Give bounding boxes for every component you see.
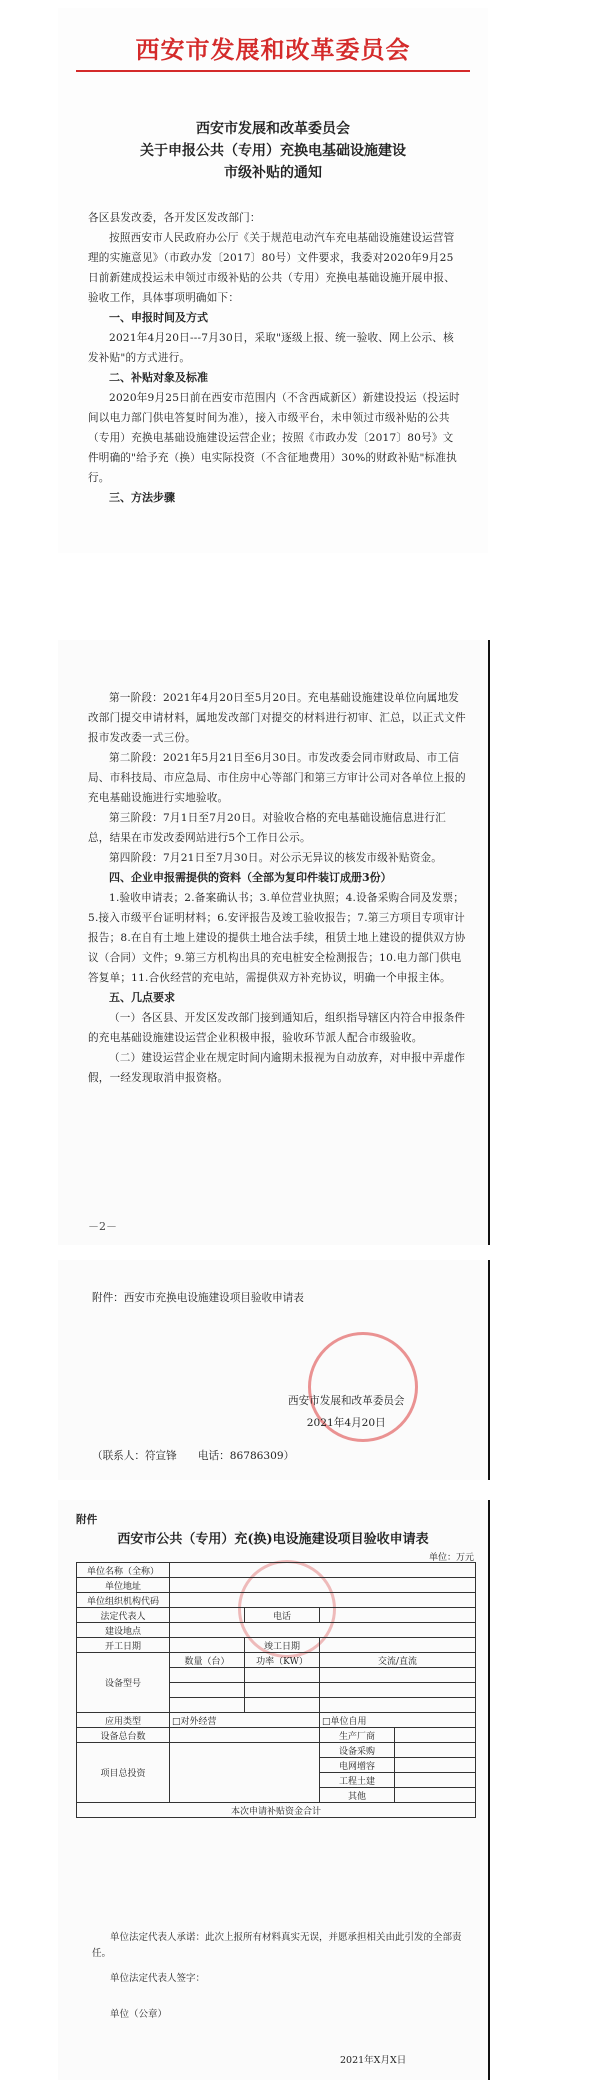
label-cell: 电网增容 [320,1758,395,1773]
value-cell[interactable] [395,1788,476,1803]
value-cell[interactable] [320,1638,476,1653]
section-heading: 五、几点要求 [109,991,175,1004]
value-cell[interactable] [395,1728,476,1743]
option-self[interactable]: □单位自用 [320,1713,476,1728]
value-cell[interactable] [170,1743,320,1803]
value-cell[interactable] [170,1563,476,1578]
value-cell[interactable] [170,1638,245,1653]
label-cell: 单位名称（全称） [77,1563,170,1578]
value-cell[interactable] [170,1728,320,1743]
value-cell[interactable] [170,1623,476,1638]
title-line: 市级补贴的通知 [224,165,322,181]
table-row [77,1608,476,1623]
form-date: 2021年X月X日 [340,2055,407,2066]
title-line: 关于申报公共（专用）充换电基础设施建设 [140,143,406,159]
paragraph: 2021年4月20日---7月30日，采取"逐级上报、统一验收、网上公示、核发补贴"的方式进行。 [88,332,454,364]
signature-block [288,1390,405,1434]
value-cell[interactable] [320,1698,476,1713]
value-cell[interactable] [395,1773,476,1788]
label-cell: 设备总台数 [77,1728,170,1743]
notice-body [88,208,463,508]
label-cell: 数量（台） [170,1653,245,1668]
document-page-2 [58,640,490,1245]
table-row [77,1623,476,1638]
stamp-line: 单位（公章） [110,2009,168,2020]
addressee: 各区县发改委，各开发区发改部门： [88,212,261,224]
requirement-paragraph: （二）建设运营企业在规定时间内逾期未报视为自动放弃，对申报中弄虚作假，一经发现取消申报资格。 [88,1052,466,1084]
value-cell[interactable] [245,1698,320,1713]
value-cell[interactable] [170,1683,245,1698]
table-row [77,1728,476,1743]
stage-paragraph: 第一阶段：2021年4月20日至5月20日。充电基础设施建设单位向属地发改部门提交申请材料，属地发改部门对提交的材料进行初审、汇总，以正式文件报市发改委一式三份。 [88,692,466,744]
rep-signature-line: 单位法定代表人签字： [110,1973,206,1984]
label-cell: 交流/直流 [320,1653,476,1668]
table-row [77,1653,476,1668]
attachment-line: 附件：西安市充换电设施建设项目验收申请表 [92,1292,304,1304]
application-form-table [76,1562,476,1818]
value-cell[interactable] [245,1683,320,1698]
label-cell: 功率（KW） [245,1653,320,1668]
table-row [77,1713,476,1728]
value-cell[interactable] [320,1608,476,1623]
title-line: 西安市发展和改革委员会 [196,121,350,137]
value-cell[interactable] [320,1668,476,1683]
form-title: 西安市公共（专用）充(换)电设施建设项目验收申请表 [117,1532,429,1547]
label-cell: 竣工日期 [245,1638,320,1653]
label-cell: 其他 [320,1788,395,1803]
agency-red-header: 西安市发展和改革委员会 [135,35,411,64]
label-cell: 单位组织机构代码 [77,1593,170,1608]
notice-title [58,118,488,184]
requirement-paragraph: （一）各区县、开发区发改部门接到通知后，组织指导辖区内符合申报条件的充电基础设施建设运营企业积极申报，验收环节派人配合市级验收。 [88,1012,466,1044]
value-cell[interactable] [395,1758,476,1773]
document-page-4 [58,1500,490,2080]
table-row [77,1563,476,1578]
table-row [77,1743,476,1758]
materials-paragraph: 1.验收申请表；2.备案确认书；3.单位营业执照；4.设备采购合同及发票；5.接入市级平台证明材料；6.安评报告及竣工验收报告；7.第三方项目专项审计报告；8.在自有土地上建设的提供土地合法手续，租赁土地上建设的提供双方协议（合同）文件；9.第三方机构出具的充电桩安全检测报告；10.电力部门供电答复单；11.合伙经营的充电站，需提供双方补充协议，明确一个申报主体。 [88,892,466,984]
label-cell: 工程土建 [320,1773,395,1788]
label-cell: 单位地址 [77,1578,170,1593]
value-cell[interactable] [245,1668,320,1683]
paragraph: 2020年9月25日前在西安市范围内（不含西咸新区）新建设投运（投运时间以电力部门供电答复时间为准），接入市级平台，未申领过市级补贴的公共（专用）充换电基础设施建设运营企业；按照《市政办发〔2017〕80号》文件明确的"给予充（换）电实际投资（不含征地费用）30%的财政补贴"标准执行。 [88,392,460,484]
label-cell: 项目总投资 [77,1743,170,1803]
section-heading: 二、补贴对象及标准 [109,371,208,384]
attachment-label: 附件 [76,1514,98,1526]
value-cell[interactable] [395,1743,476,1758]
signer-name: 西安市发展和改革委员会 [288,1395,405,1407]
intro-paragraph: 按照西安市人民政府办公厅《关于规范电动汽车充电基础设施建设运营管理的实施意见》（市政办发〔2017〕80号）文件要求，我委对2020年9月25日前新建成投运未申领过市级补贴的公共（专用）充换电基础设施开展申报、验收工作，具体事项明确如下： [88,232,455,304]
label-cell: 电话 [245,1608,320,1623]
section-heading: 三、方法步骤 [109,491,175,504]
label-cell: 应用类型 [77,1713,170,1728]
stage-paragraph: 第四阶段：7月21日至7月30日。对公示无异议的核发市级补贴资金。 [109,852,443,864]
unit-note: 单位：万元 [428,1553,474,1563]
value-cell[interactable] [170,1668,245,1683]
value-cell[interactable] [320,1683,476,1698]
stage-paragraph: 第二阶段：2021年5月21日至6月30日。市发改委会同市财政局、市工信局、市科技局、市应急局、市住房中心等部门和第三方审计公司对各单位上报的充电基础设施进行实地验收。 [88,752,466,804]
table-row [77,1638,476,1653]
option-public[interactable]: □对外经营 [170,1713,320,1728]
page2-body [88,688,466,1088]
page-number: －2－ [88,1220,117,1233]
value-cell[interactable] [170,1608,245,1623]
section-heading: 一、申报时间及方式 [109,311,208,324]
document-page-1 [58,8,488,553]
table-row [77,1593,476,1608]
stage-paragraph: 第三阶段：7月1日至7月20日。对验收合格的充电基础设施信息进行汇总，结果在市发改委网站进行5个工作日公示。 [88,812,446,844]
label-cell: 开工日期 [77,1638,170,1653]
label-cell: 设备型号 [77,1653,170,1713]
label-cell: 生产厂商 [320,1728,395,1743]
section-heading: 四、企业申报需提供的资料（全部为复印件装订成册3份） [109,871,392,884]
value-cell[interactable] [170,1593,476,1608]
document-page-3 [58,1260,490,1480]
label-cell: 设备采购 [320,1743,395,1758]
commitment-text: 单位法定代表人承诺：此次上报所有材料真实无误，并愿承担相关由此引发的全部责任。 [92,1932,462,1959]
table-row [77,1578,476,1593]
contact-line: （联系人：符宣锋 电话：86786309） [92,1450,295,1462]
sign-date: 2021年4月20日 [306,1417,386,1429]
red-divider [76,70,470,72]
value-cell[interactable] [170,1578,476,1593]
label-cell: 建设地点 [77,1623,170,1638]
label-cell: 本次申请补贴资金合计 [77,1803,476,1818]
value-cell[interactable] [170,1698,245,1713]
table-row [77,1803,476,1818]
label-cell: 法定代表人 [77,1608,170,1623]
